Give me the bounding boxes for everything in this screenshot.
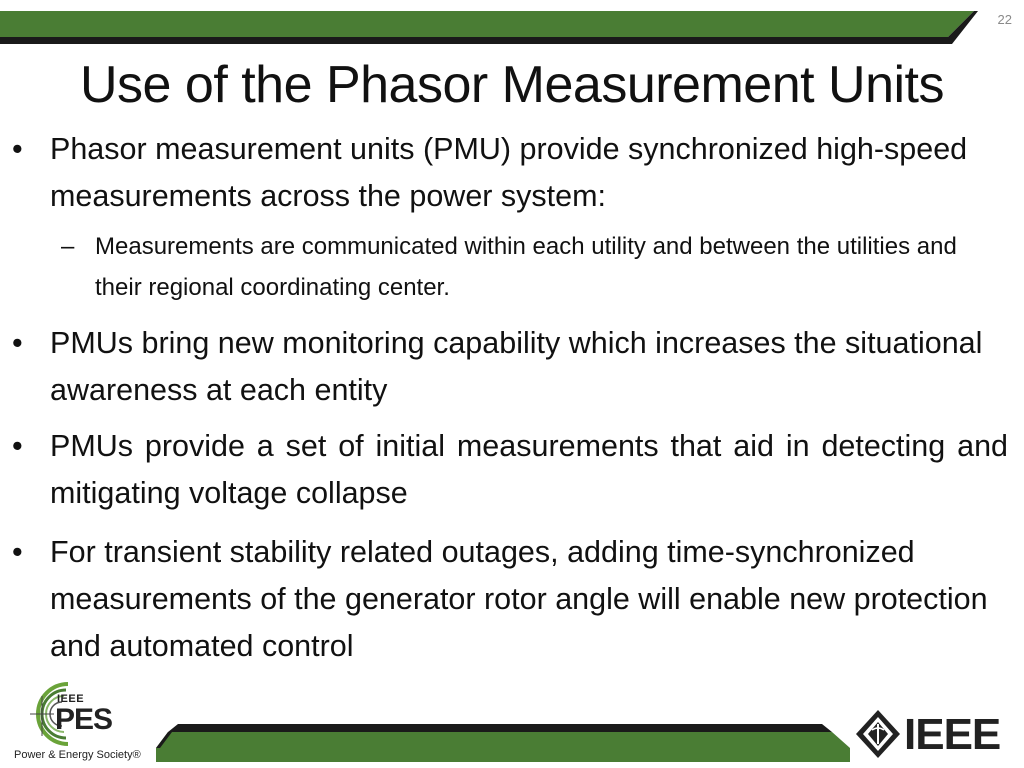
ieee-pes-logo [8,676,148,766]
pes-ieee-small-text: IEEE [57,693,85,705]
pes-text: PES [55,703,113,736]
bullet-item: • PMUs provide a set of initial measurements that aid in detecting and mitigating voltage collapse [50,423,1008,517]
slide-title: Use of the Phasor Measurement Units [79,56,944,114]
slide-number: 22 [997,12,1012,27]
ieee-diamond-icon [854,708,902,760]
bullet-item: • PMUs bring new monitoring capability which increases the situational awareness at each entity [50,320,1008,414]
ieee-text: IEEE [904,710,1001,759]
bullet-item: • For transient stability related outages, adding time-synchronized measurements of the generator rotor angle will enable new protection and automated control [50,529,1008,670]
sub-bullet-item: – Measurements are communicated within each utility and between the utilities and their regional coordinating center. [95,226,995,308]
bottom-decorative-band [150,716,850,762]
bullet-item: • Phasor measurement units (PMU) provide synchronized high-speed measurements across the power system: [50,126,1008,220]
top-decorative-band [0,0,1024,50]
pes-tagline: Power & Energy Society® [14,749,141,761]
ieee-logo [854,708,1019,760]
